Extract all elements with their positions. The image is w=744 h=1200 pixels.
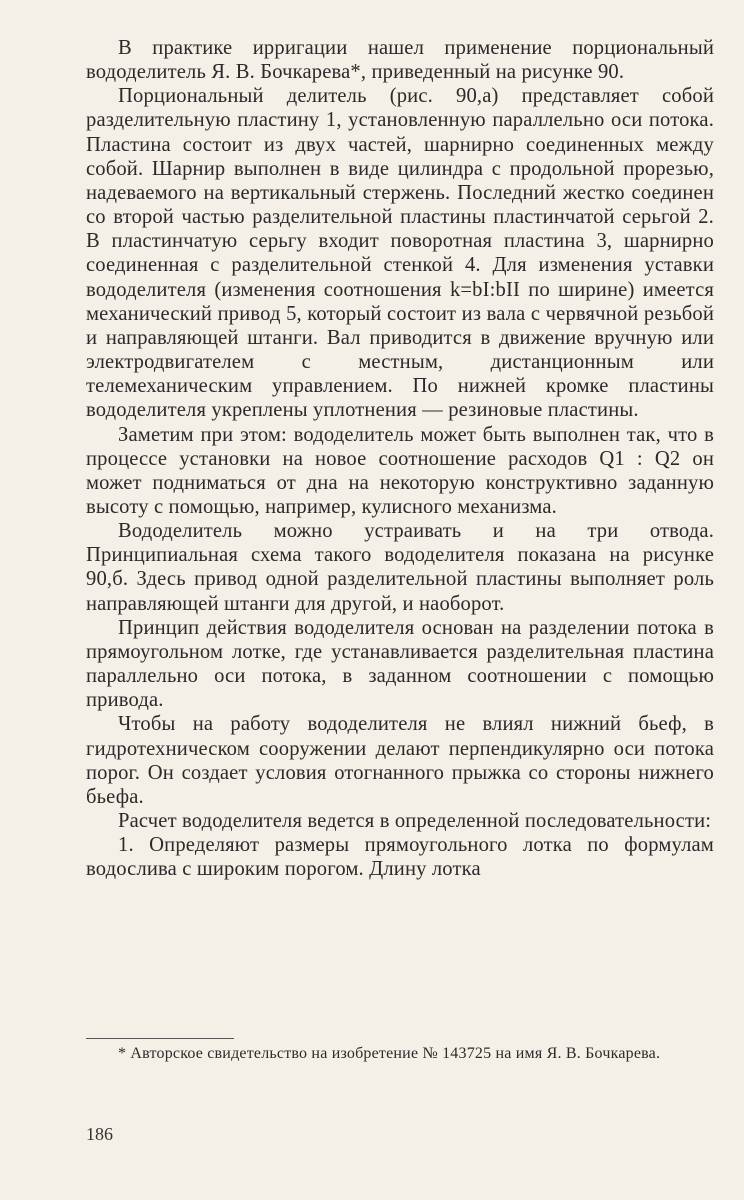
paragraph-1: В практике ирригации нашел применение порциональный вододелитель Я. В. Бочкарева*, приведенный на рисунке 90. — [86, 37, 714, 84]
paragraph-7: Расчет вододелителя ведется в определенной последовательности: — [118, 810, 712, 832]
main-text — [86, 36, 714, 881]
paragraph-3: Заметим при этом: вододелитель может быть выполнен так, что в процессе установки на новое соотношение расходов Q1 : Q2 он может подниматься от дна на некоторую конструктивно заданную высоту с помощью, например, кулисного механизма. — [86, 423, 714, 518]
paragraph-2: Порциональный делитель (рис. 90,а) представляет собой разделительную пластину 1, установленную параллельно оси потока. Пластина состоит из двух частей, шарнирно соединенных между собой. Шарнир выполнен в виде цилиндра с продольной прорезью, надеваемого на вертикальный стержень. Последний жестко соединен со второй частью разделительной пластины пластинчатой серьгой 2. В пластинчатую серьгу входит поворотная пластина 3, шарнирно соединенная с разделительной стенкой 4. Для изменения уставки вододелителя (изменения соотношения k=bI:bII по ширине) имеется механический привод 5, который состоит из вала с червячной резьбой и направляющей штанги. Вал приводится в движение вручную или электродвигателем с местным, дистанционным или телемеханическим управлением. По нижней кромке пластины вододелителя укреплены уплотнения — резиновые пластины. — [86, 85, 714, 422]
paragraph-4: Вододелитель можно устраивать и на три отвода. Принципиальная схема такого вододелителя показана на рисунке 90,б. Здесь привод одной разделительной пластины выполняет роль направляющей штанги для другой, и наоборот. — [86, 520, 714, 615]
footnote-divider — [86, 1038, 234, 1039]
paragraph-8: 1. Определяют размеры прямоугольного лотка по формулам водослива с широким порогом. Длину лотка — [86, 834, 714, 881]
paragraph-5: Принцип действия вододелителя основан на разделении потока в прямоугольном лотке, где устанавливается разделительная пластина параллельно оси потока, в заданном соотношении с помощью привода. — [86, 616, 714, 712]
paragraph-6: Чтобы на работу вододелителя не влиял нижний бьеф, в гидротехническом сооружении делают перпендикулярно оси потока порог. Он создает условия отогнанного прыжка со стороны нижнего бьефа. — [86, 713, 714, 808]
page-number: 186 — [86, 1124, 113, 1144]
footnote: * Авторское свидетельство на изобретение № 143725 на имя Я. В. Бочкарева. — [118, 1045, 661, 1062]
